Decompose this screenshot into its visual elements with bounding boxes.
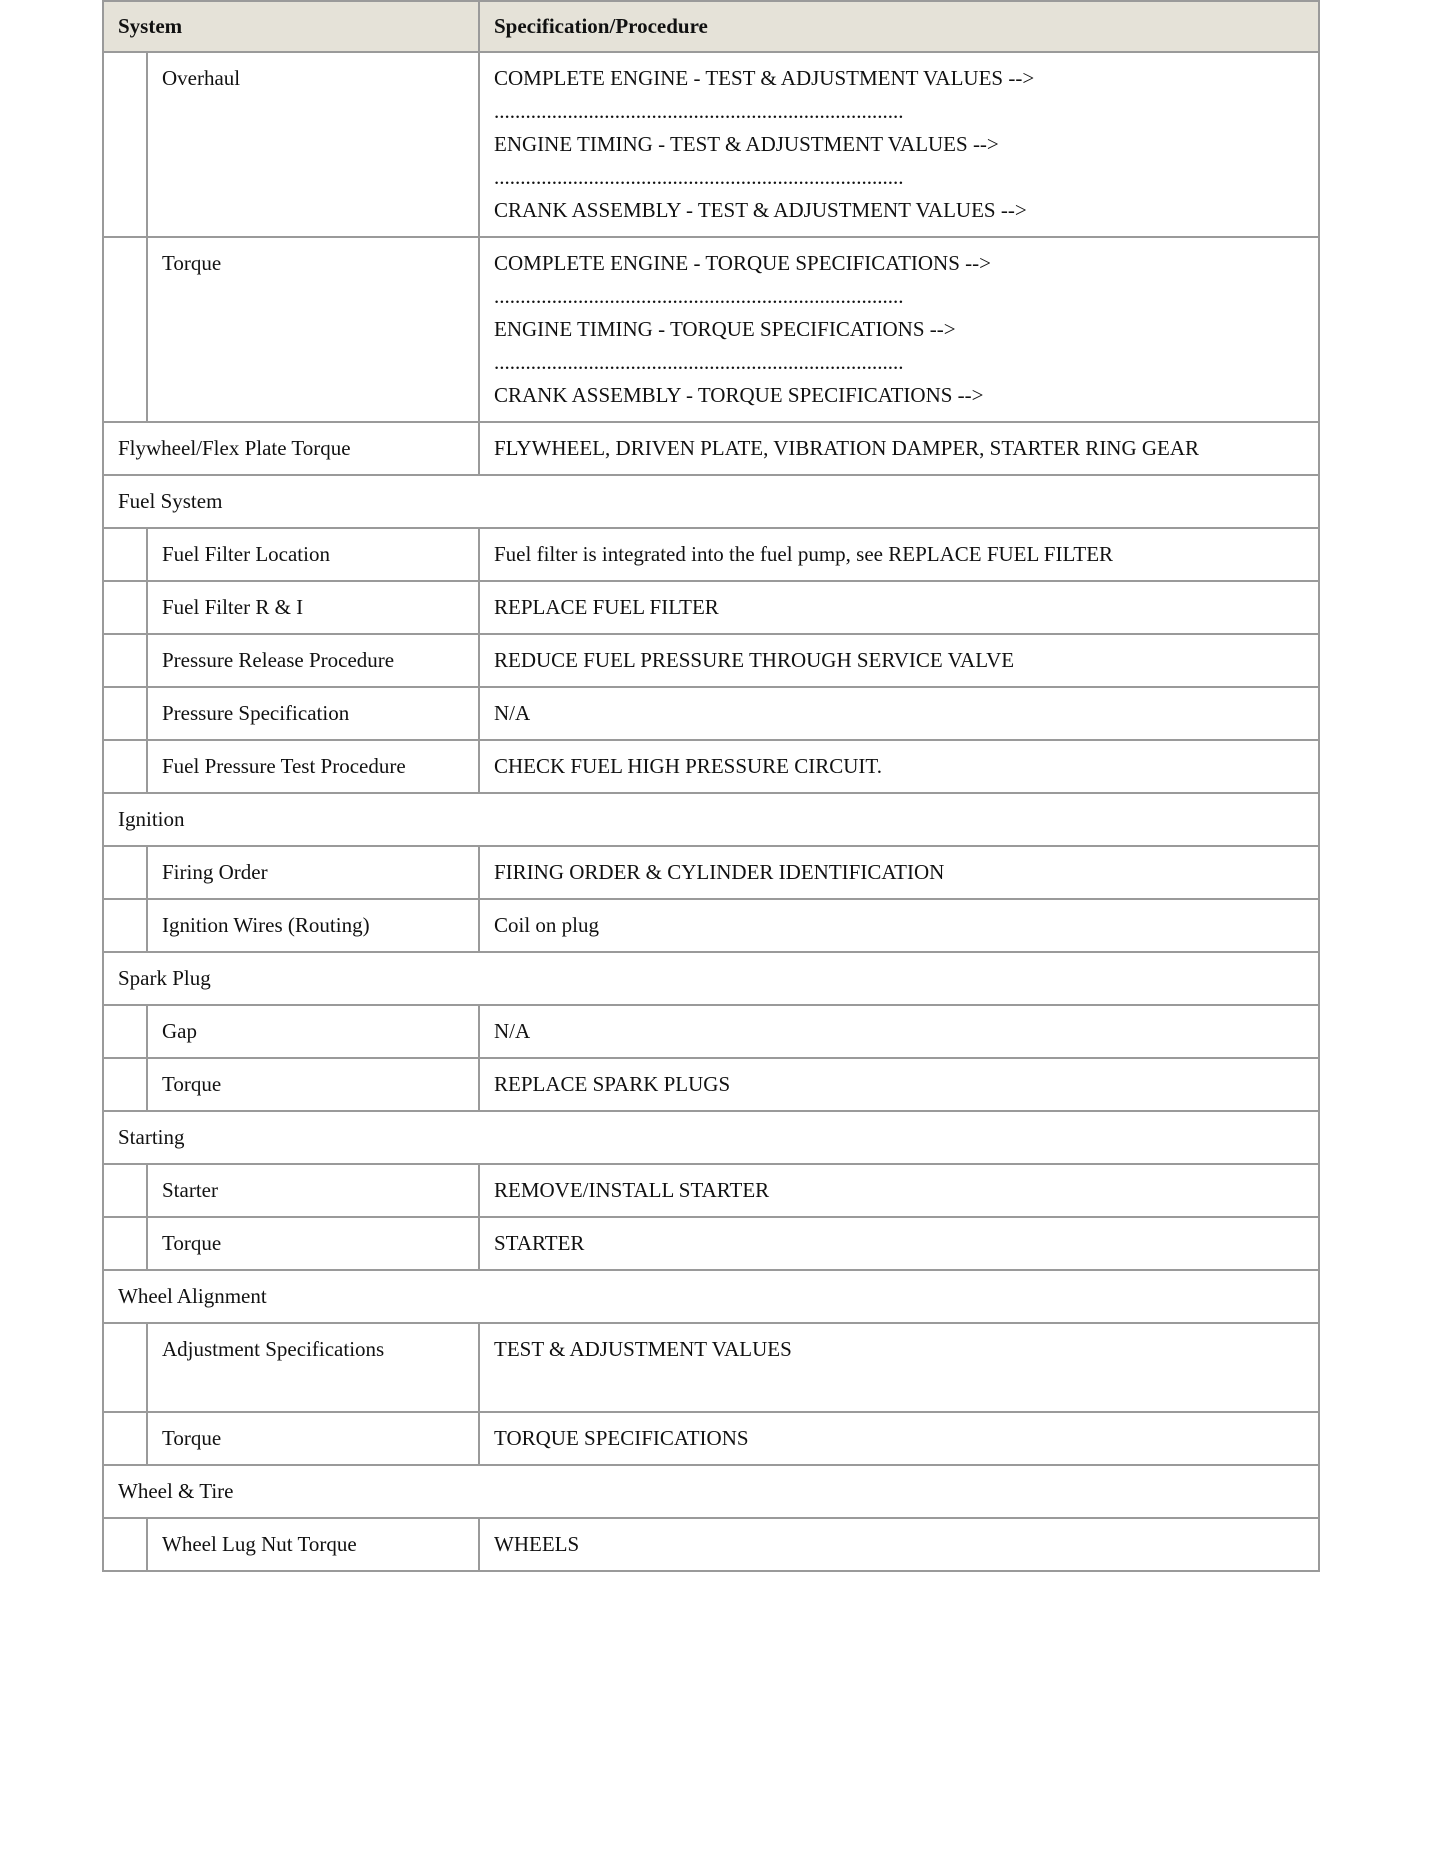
indent-cell [103, 1164, 147, 1217]
row-spec: N/A [479, 1005, 1319, 1058]
indent-cell [103, 899, 147, 952]
row-spec[interactable]: Fuel filter is integrated into the fuel pump, see REPLACE FUEL FILTER [479, 528, 1319, 581]
spec-link[interactable]: COMPLETE ENGINE - TORQUE SPECIFICATIONS --> [494, 251, 991, 275]
table-row [103, 52, 1319, 237]
table-row [103, 1164, 1319, 1217]
indent-cell [103, 52, 147, 237]
spec-link[interactable]: CRANK ASSEMBLY - TORQUE SPECIFICATIONS --> [494, 383, 984, 407]
row-spec[interactable]: TEST & ADJUSTMENT VALUES [479, 1323, 1319, 1412]
table-row [103, 846, 1319, 899]
indent-cell [103, 1217, 147, 1270]
table-header-row [103, 1, 1319, 52]
indent-cell [103, 1518, 147, 1571]
spec-link[interactable]: ENGINE TIMING - TEST & ADJUSTMENT VALUES --> [494, 132, 999, 156]
row-label: Firing Order [147, 846, 479, 899]
specification-table [102, 0, 1320, 1572]
row-spec: Coil on plug [479, 899, 1319, 952]
header-system: System [103, 1, 479, 52]
section-row-starting [103, 1111, 1319, 1164]
row-label: Torque [147, 1058, 479, 1111]
table-row [103, 581, 1319, 634]
row-label: Fuel Filter R & I [147, 581, 479, 634]
section-row-spark-plug [103, 952, 1319, 1005]
row-label: Starter [147, 1164, 479, 1217]
indent-cell [103, 237, 147, 422]
row-label: Adjustment Specifications [147, 1323, 479, 1412]
section-row-wheel-tire [103, 1465, 1319, 1518]
row-spec[interactable]: REMOVE/INSTALL STARTER [479, 1164, 1319, 1217]
spec-link[interactable]: COMPLETE ENGINE - TEST & ADJUSTMENT VALUES --> [494, 66, 1035, 90]
table-row [103, 1005, 1319, 1058]
section-title: Fuel System [103, 475, 1319, 528]
row-label: Fuel Pressure Test Procedure [147, 740, 479, 793]
section-title: Wheel & Tire [103, 1465, 1319, 1518]
table-row [103, 1518, 1319, 1571]
header-spec: Specification/Procedure [479, 1, 1319, 52]
table-row [103, 740, 1319, 793]
indent-cell [103, 581, 147, 634]
row-label: Torque [147, 1217, 479, 1270]
table-row [103, 1323, 1319, 1412]
section-title: Ignition [103, 793, 1319, 846]
row-spec[interactable]: TORQUE SPECIFICATIONS [479, 1412, 1319, 1465]
indent-cell [103, 528, 147, 581]
row-label: Ignition Wires (Routing) [147, 899, 479, 952]
table-row [103, 1058, 1319, 1111]
indent-cell [103, 1058, 147, 1111]
spec-link[interactable]: CRANK ASSEMBLY - TEST & ADJUSTMENT VALUES --> [494, 198, 1027, 222]
indent-cell [103, 1005, 147, 1058]
row-spec[interactable]: FIRING ORDER & CYLINDER IDENTIFICATION [479, 846, 1319, 899]
row-spec [479, 52, 1319, 237]
section-row-ignition [103, 793, 1319, 846]
table-row [103, 528, 1319, 581]
table-row [103, 237, 1319, 422]
row-label: Flywheel/Flex Plate Torque [103, 422, 479, 475]
row-label: Gap [147, 1005, 479, 1058]
indent-cell [103, 740, 147, 793]
table-row [103, 422, 1319, 475]
section-title: Starting [103, 1111, 1319, 1164]
row-spec [479, 237, 1319, 422]
row-spec[interactable]: REPLACE FUEL FILTER [479, 581, 1319, 634]
row-label: Torque [147, 237, 479, 422]
row-spec[interactable]: REDUCE FUEL PRESSURE THROUGH SERVICE VALVE [479, 634, 1319, 687]
dotted-separator: .............................................................................. [494, 99, 904, 123]
indent-cell [103, 634, 147, 687]
row-spec[interactable]: REPLACE SPARK PLUGS [479, 1058, 1319, 1111]
row-spec[interactable]: CHECK FUEL HIGH PRESSURE CIRCUIT. [479, 740, 1319, 793]
dotted-separator: .............................................................................. [494, 165, 904, 189]
section-title: Spark Plug [103, 952, 1319, 1005]
indent-cell [103, 1323, 147, 1412]
row-label: Fuel Filter Location [147, 528, 479, 581]
table-row [103, 687, 1319, 740]
row-spec[interactable]: STARTER [479, 1217, 1319, 1270]
row-spec[interactable]: FLYWHEEL, DRIVEN PLATE, VIBRATION DAMPER, STARTER RING GEAR [479, 422, 1319, 475]
table-row [103, 899, 1319, 952]
row-label: Torque [147, 1412, 479, 1465]
dotted-separator: .............................................................................. [494, 284, 904, 308]
table-row [103, 1217, 1319, 1270]
section-title: Wheel Alignment [103, 1270, 1319, 1323]
table-row [103, 634, 1319, 687]
row-spec: N/A [479, 687, 1319, 740]
section-row-fuel [103, 475, 1319, 528]
indent-cell [103, 846, 147, 899]
section-row-wheel-alignment [103, 1270, 1319, 1323]
row-label: Pressure Release Procedure [147, 634, 479, 687]
indent-cell [103, 1412, 147, 1465]
row-label: Pressure Specification [147, 687, 479, 740]
row-label: Overhaul [147, 52, 479, 237]
table-row [103, 1412, 1319, 1465]
dotted-separator: .............................................................................. [494, 350, 904, 374]
row-spec[interactable]: WHEELS [479, 1518, 1319, 1571]
indent-cell [103, 687, 147, 740]
spec-link[interactable]: ENGINE TIMING - TORQUE SPECIFICATIONS --> [494, 317, 956, 341]
row-label: Wheel Lug Nut Torque [147, 1518, 479, 1571]
